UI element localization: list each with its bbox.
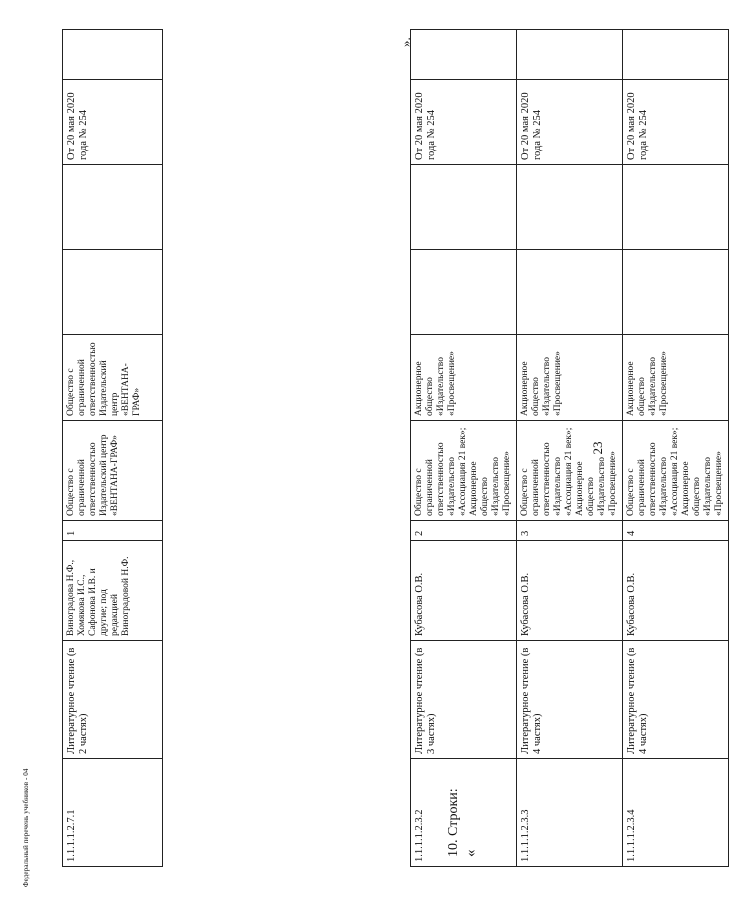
row-author: Виноградова Н.Ф., Хомякова И.С., Сафонова И.В. и другие; под редакцией Виноградовой Н.Ф.	[63, 541, 163, 641]
row-col10	[63, 30, 163, 80]
row-col7	[517, 250, 623, 335]
row-col7	[63, 250, 163, 335]
row-col8	[63, 165, 163, 250]
row-col10	[623, 30, 729, 80]
row-title: Литературное чтение (в 3 частях)	[411, 641, 517, 759]
row-rights-holder: Акционерное общество «Издательство «Просвещение»	[517, 335, 623, 421]
textbook-table-continued	[410, 29, 729, 867]
row-order: От 20 мая 2020 года № 254	[411, 80, 517, 165]
row-code: 1.1.1.1.2.3.3	[517, 759, 623, 867]
footer-note: Федеральный перечень учебников - 04	[22, 768, 30, 887]
row-title: Литературное чтение (в 4 частях)	[623, 641, 729, 759]
row-code: 1.1.1.1.2.3.2	[411, 759, 517, 867]
row-class: 4	[623, 521, 729, 541]
row-order: От 20 мая 2020 года № 254	[517, 80, 623, 165]
row-code: 1.1.1.1.2.3.4	[623, 759, 729, 867]
section-heading	[446, 788, 480, 857]
row-code: 1.1.1.1.2.7.1	[63, 759, 163, 867]
row-col8	[623, 165, 729, 250]
row-author: Кубасова О.В.	[517, 541, 623, 641]
table-row	[517, 30, 623, 867]
row-col10	[411, 30, 517, 80]
row-col7	[623, 250, 729, 335]
row-class: 3	[517, 521, 623, 541]
page-number: 23	[590, 441, 605, 455]
row-title: Литературное чтение (в 2 частях)	[63, 641, 163, 759]
row-rights-holder: Акционерное общество «Издательство «Просвещение»	[411, 335, 517, 421]
closing-quote: ».	[398, 37, 413, 47]
row-author: Кубасова О.В.	[623, 541, 729, 641]
row-col8	[517, 165, 623, 250]
row-publisher: Общество с ограниченной ответственностью «Издательство «Ассоциация 21 век»; Акционерное общество «Издательство «Просвещение»	[623, 421, 729, 521]
row-rights-holder: Общество с ограниченной ответственностью Издательский центр «ВЕНТАНА-ГРАФ»	[63, 335, 163, 421]
textbook-table-new-row	[62, 29, 163, 867]
section-heading-text: 10. Строки:	[446, 788, 461, 857]
row-class: 1	[63, 521, 163, 541]
table-row	[623, 30, 729, 867]
row-class: 2	[411, 521, 517, 541]
row-col7	[411, 250, 517, 335]
row-author: Кубасова О.В.	[411, 541, 517, 641]
table-row	[411, 30, 517, 867]
row-order: От 20 мая 2020 года № 254	[623, 80, 729, 165]
row-publisher: Общество с ограниченной ответственностью Издательский центр «ВЕНТАНА-ГРАФ»	[63, 421, 163, 521]
row-col8	[411, 165, 517, 250]
row-order: От 20 мая 2020 года № 254	[63, 80, 163, 165]
row-rights-holder: Акционерное общество «Издательство «Просвещение»	[623, 335, 729, 421]
row-publisher: Общество с ограниченной ответственностью «Издательство «Ассоциация 21 век»; Акционерное общество «Издательство «Просвещение»	[517, 421, 623, 521]
table-row	[63, 30, 163, 867]
row-publisher: Общество с ограниченной ответственностью «Издательство «Ассоциация 21 век»; Акционерное общество «Издательство «Просвещение»	[411, 421, 517, 521]
row-title: Литературное чтение (в 4 частях)	[517, 641, 623, 759]
row-col10	[517, 30, 623, 80]
opening-quote: «	[463, 849, 479, 857]
